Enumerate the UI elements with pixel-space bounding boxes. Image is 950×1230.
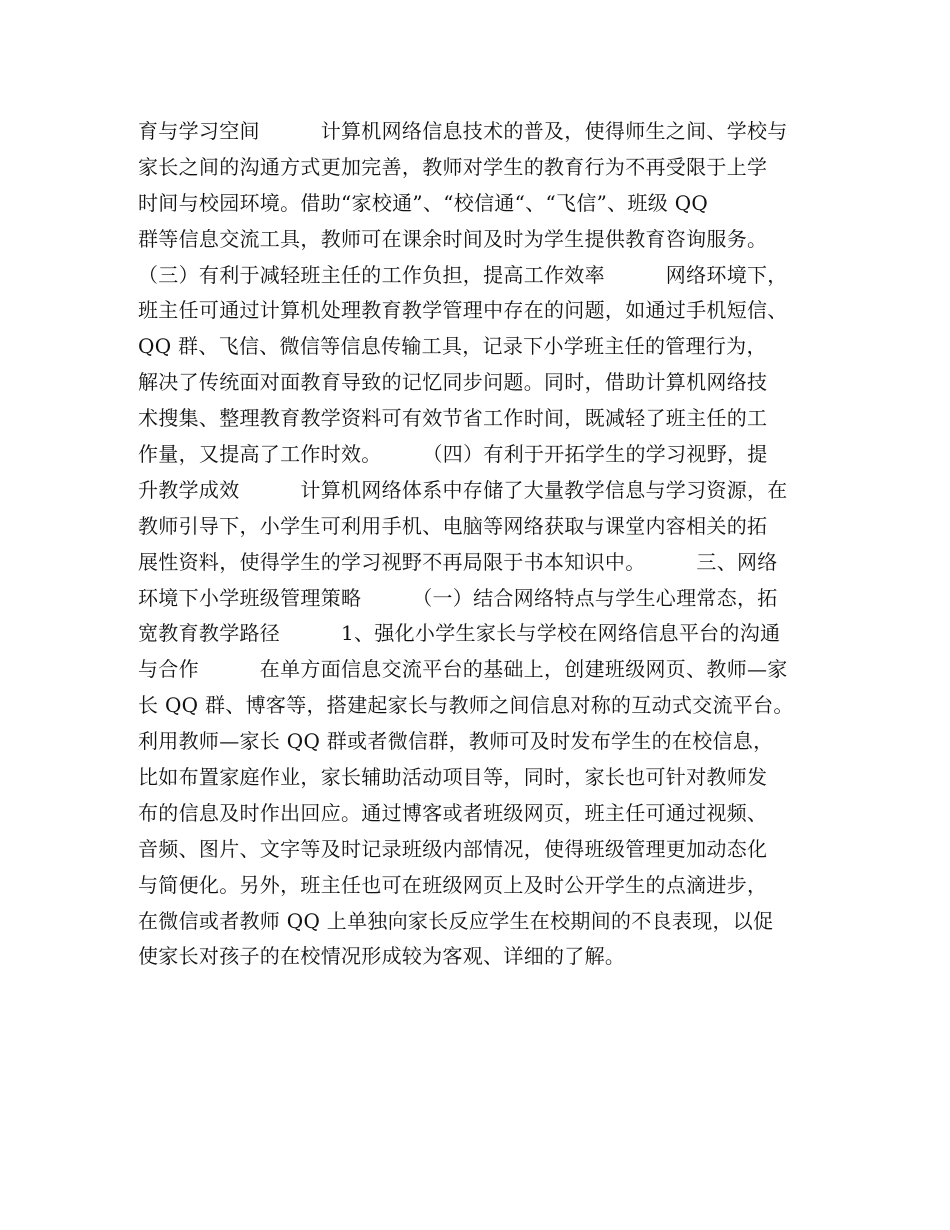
text-line: 教师引导下，小学生可利用手机、电脑等网络获取与课堂内容相关的拓: [138, 513, 768, 538]
text-line: 音频、图片、文字等及时记录班级内部情况，使得班级管理更加动态化: [138, 836, 768, 861]
text-line: 时间与校园环境。借助“家校通”、“校信通“、“飞信”、班级 QQ: [138, 190, 709, 215]
text-line: 布的信息及时作出回应。通过博客或者班级网页，班主任可通过视频、: [138, 800, 768, 825]
text-line: 与合作 在单方面信息交流平台的基础上，创建班级网页、教师—家: [138, 657, 788, 682]
text-line: 宽教育教学路径 1、强化小学生家长与学校在网络信息平台的沟通: [138, 621, 781, 646]
body-text: [138, 114, 838, 975]
text-line: 使家长对孩子的在校情况形成较为客观、详细的了解。: [138, 944, 626, 969]
text-line: 展性资料，使得学生的学习视野不再局限于书本知识中。 三、网络: [138, 549, 778, 574]
text-line: 比如布置家庭作业，家长辅助活动项目等，同时，家长也可针对教师发: [138, 765, 768, 790]
text-line: 班主任可通过计算机处理教育教学管理中存在的问题，如通过手机短信、: [138, 298, 788, 323]
text-line: （三）有利于减轻班主任的工作负担，提高工作效率 网络环境下，: [138, 262, 788, 287]
text-line: 作量，又提高了工作时效。 （四）有利于开拓学生的学习视野，提: [138, 442, 768, 467]
text-line: 利用教师—家长 QQ 群或者微信群，教师可及时发布学生的在校信息，: [138, 729, 774, 754]
text-line: 长 QQ 群、博客等，搭建起家长与教师之间信息对称的互动式交流平台。: [138, 693, 794, 718]
text-line: 育与学习空间 计算机网络信息技术的普及，使得师生之间、学校与: [138, 119, 788, 143]
text-line: 环境下小学班级管理策略 （一）结合网络特点与学生心理常态，拓: [138, 585, 778, 610]
text-line: 解决了传统面对面教育导致的记忆同步问题。同时，借助计算机网络技: [138, 370, 768, 395]
text-line: 术搜集、整理教育教学资料可有效节省工作时间，既减轻了班主任的工: [138, 406, 768, 431]
text-line: 升教学成效 计算机网络体系中存储了大量教学信息与学习资源，在: [138, 477, 788, 502]
text-line: QQ 群、飞信、微信等信息传输工具，记录下小学班主任的管理行为，: [138, 334, 767, 359]
text-line: 家长之间的沟通方式更加完善，教师对学生的教育行为不再受限于上学: [138, 154, 768, 179]
text-line: 与简便化。另外，班主任也可在班级网页上及时公开学生的点滴进步，: [138, 872, 768, 897]
text-line: 在微信或者教师 QQ 上单独向家长反应学生在校期间的不良表现，以促: [138, 908, 774, 933]
text-line: 群等信息交流工具，教师可在课余时间及时为学生提供教育咨询服务。: [138, 226, 768, 251]
